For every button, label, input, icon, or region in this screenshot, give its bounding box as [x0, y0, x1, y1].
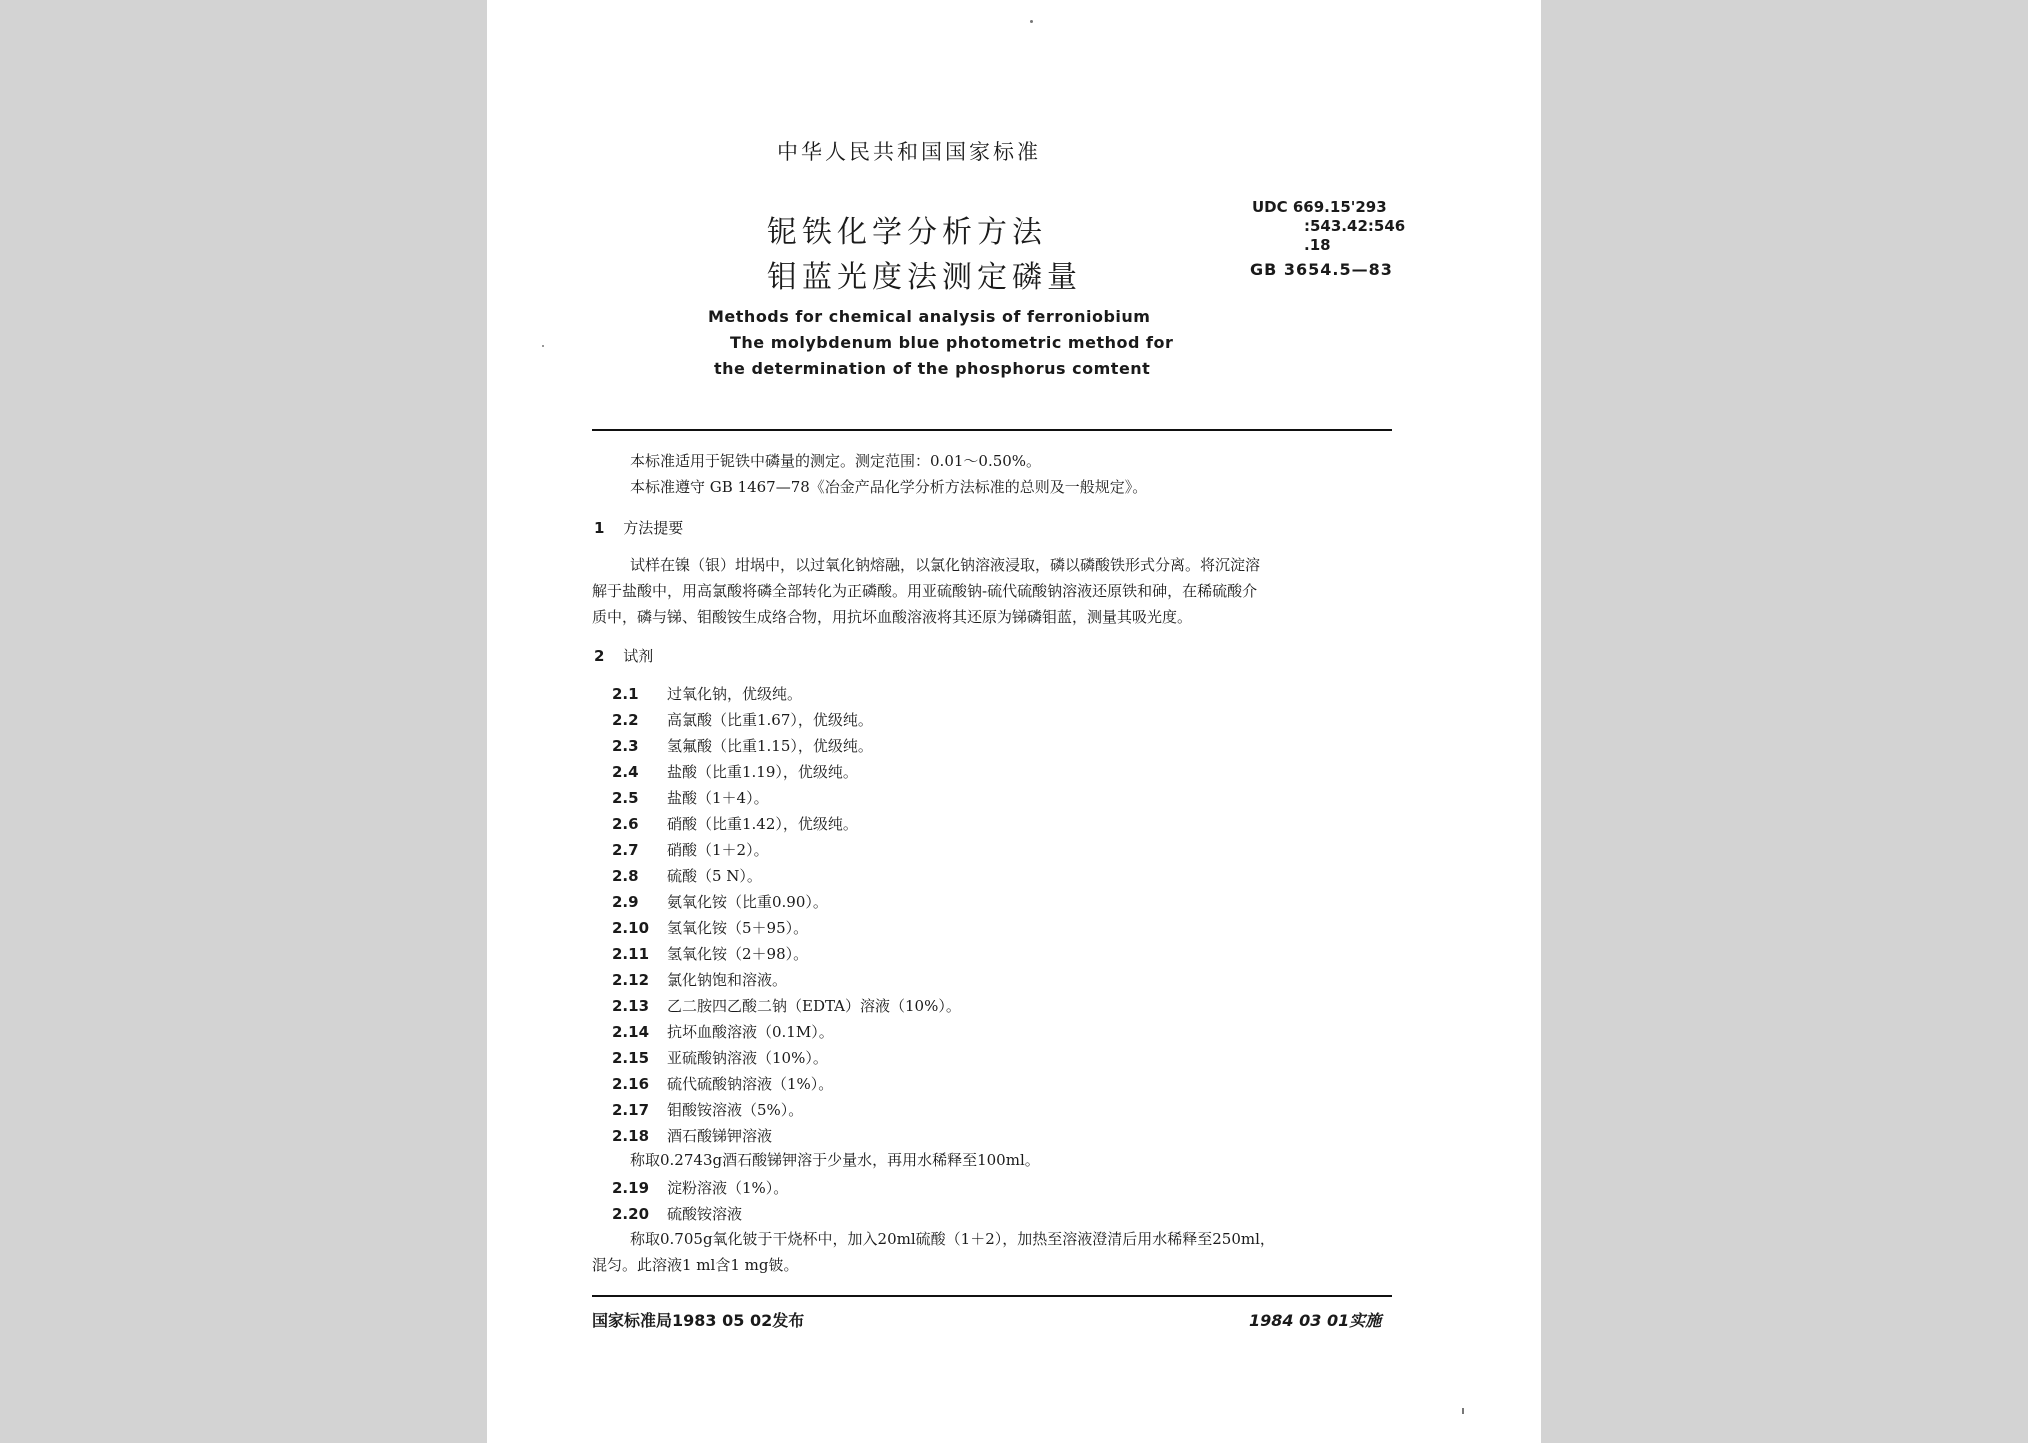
reagent-item	[612, 1073, 833, 1094]
intro-scope: 本标准适用于铌铁中磷量的测定。测定范围：0.01～0.50%。	[630, 452, 1042, 470]
reagent-item	[612, 1021, 834, 1042]
item-text: 硝酸（1＋2）。	[667, 841, 769, 859]
item-text: 淀粉溶液（1%）。	[667, 1179, 789, 1197]
reagent-item	[612, 1177, 788, 1198]
item-number: 2.19	[612, 1179, 650, 1197]
footer-divider	[592, 1295, 1392, 1297]
reagent-item	[612, 1099, 803, 1120]
gb-number: GB 3654.5—83	[1250, 260, 1393, 279]
item-text: 氯化钠饱和溶液。	[667, 971, 788, 989]
scan-speck	[1030, 20, 1033, 23]
item-number: 2.9	[612, 893, 639, 911]
paragraph-line: 解于盐酸中，用高氯酸将磷全部转化为正磷酸。用亚硫酸钠-硫代硫酸钠溶液还原铁和砷，在稀硫酸介	[592, 582, 1258, 600]
item-number: 2.16	[612, 1075, 650, 1093]
item-text: 盐酸（1＋4）。	[667, 789, 769, 807]
reagent-item	[612, 813, 858, 834]
scan-speck	[1462, 1408, 1464, 1414]
udc-code	[1252, 198, 1405, 255]
item-number: 2.6	[612, 815, 639, 833]
item-text: 乙二胺四乙酸二钠（EDTA）溶液（10%）。	[667, 997, 961, 1015]
udc-line-2: :543.42:546	[1304, 217, 1406, 235]
intro-compliance: 本标准遵守 GB 1467—78《冶金产品化学分析方法标准的总则及一般规定》。	[630, 478, 1148, 496]
header-divider	[592, 429, 1392, 431]
paragraph-line: 质中，磷与锑、钼酸铵生成络合物，用抗坏血酸溶液将其还原为锑磷钼蓝，测量其吸光度。	[592, 608, 1193, 626]
english-title-line-2: The molybdenum blue photometric method for	[730, 333, 1174, 352]
item-text: 盐酸（比重1.19），优级纯。	[667, 763, 858, 781]
reagent-item	[612, 839, 769, 860]
title-line-1: 铌铁化学分析方法	[767, 215, 1047, 250]
item-text: 硫代硫酸钠溶液（1%）。	[667, 1075, 834, 1093]
item-number: 2.11	[612, 945, 650, 963]
item-text: 酒石酸锑钾溶液	[667, 1127, 773, 1145]
reagent-item	[612, 761, 858, 782]
title-line-2: 钼蓝光度法测定磷量	[767, 260, 1082, 295]
reagent-item	[612, 1203, 742, 1224]
section-number: 2	[594, 647, 605, 665]
item-text: 高氯酸（比重1.67），优级纯。	[667, 711, 873, 729]
item-number: 2.2	[612, 711, 639, 729]
udc-line-3: .18	[1304, 236, 1331, 254]
section-1-text	[592, 552, 1392, 630]
item-number: 2.14	[612, 1023, 650, 1041]
english-title-line-3: the determination of the phosphorus comtent	[714, 359, 1151, 378]
item-text: 抗坏血酸溶液（0.1M）。	[667, 1023, 834, 1041]
item-text: 亚硫酸钠溶液（10%）。	[667, 1049, 828, 1067]
reagent-item	[612, 683, 802, 704]
item-number: 2.17	[612, 1101, 650, 1119]
reagent-item	[612, 709, 873, 730]
reagent-item	[612, 1125, 772, 1146]
item-text: 钼酸铵溶液（5%）。	[667, 1101, 804, 1119]
reagent-note-2-20-line-1: 称取0.705g氧化铍于干烧杯中，加入20ml硫酸（1＋2），加热至溶液澄清后用水稀释至250ml，	[630, 1230, 1275, 1248]
item-number: 2.1	[612, 685, 639, 703]
section-1-heading	[594, 517, 683, 538]
item-text: 硫酸（5 N）。	[667, 867, 762, 885]
item-number: 2.5	[612, 789, 639, 807]
item-number: 2.3	[612, 737, 639, 755]
item-number: 2.15	[612, 1049, 650, 1067]
udc-label: UDC	[1252, 198, 1288, 216]
item-number: 2.7	[612, 841, 639, 859]
item-text: 硫酸铵溶液	[667, 1205, 743, 1223]
item-number: 2.12	[612, 971, 650, 989]
item-number: 2.10	[612, 919, 650, 937]
section-number: 1	[594, 519, 605, 537]
item-text: 过氧化钠，优级纯。	[667, 685, 803, 703]
udc-line-1: 669.15'293	[1292, 198, 1387, 216]
reagent-item	[612, 917, 808, 938]
section-title: 试剂	[623, 647, 654, 665]
item-text: 氢氧化铵（5＋95）。	[667, 919, 809, 937]
item-text: 氨氧化铵（比重0.90）。	[667, 893, 828, 911]
item-number: 2.20	[612, 1205, 650, 1223]
reagent-item	[612, 787, 769, 808]
reagent-item	[612, 995, 961, 1016]
item-number: 2.8	[612, 867, 639, 885]
paragraph-line: 试样在镍（银）坩埚中，以过氧化钠熔融，以氯化钠溶液浸取，磷以磷酸铁形式分离。将沉淀溶	[630, 556, 1261, 574]
reagent-note-2-18: 称取0.2743g酒石酸锑钾溶于少量水，再用水稀释至100ml。	[630, 1151, 1040, 1169]
item-number: 2.18	[612, 1127, 650, 1145]
effective-date: 1984 03 01实施	[1249, 1311, 1382, 1330]
reagent-item	[612, 943, 808, 964]
reagent-note-2-20-line-2: 混匀。此溶液1 ml含1 mg铍。	[592, 1256, 799, 1274]
english-title-line-1: Methods for chemical analysis of ferroniobium	[708, 307, 1151, 326]
item-text: 氢氟酸（比重1.15），优级纯。	[667, 737, 873, 755]
document-page	[487, 0, 1541, 1443]
section-2-heading	[594, 645, 653, 666]
item-text: 氢氧化铵（2＋98）。	[667, 945, 809, 963]
reagent-item	[612, 969, 787, 990]
item-number: 2.13	[612, 997, 650, 1015]
reagent-item	[612, 865, 762, 886]
item-number: 2.4	[612, 763, 639, 781]
reagent-item	[612, 735, 873, 756]
item-text: 硝酸（比重1.42），优级纯。	[667, 815, 858, 833]
standard-type-header: 中华人民共和国国家标准	[777, 140, 1041, 164]
issue-date: 国家标准局1983 05 02发布	[592, 1311, 805, 1330]
scan-speck	[542, 345, 544, 347]
section-title: 方法提要	[623, 519, 684, 537]
reagent-item	[612, 1047, 828, 1068]
reagent-item	[612, 891, 828, 912]
